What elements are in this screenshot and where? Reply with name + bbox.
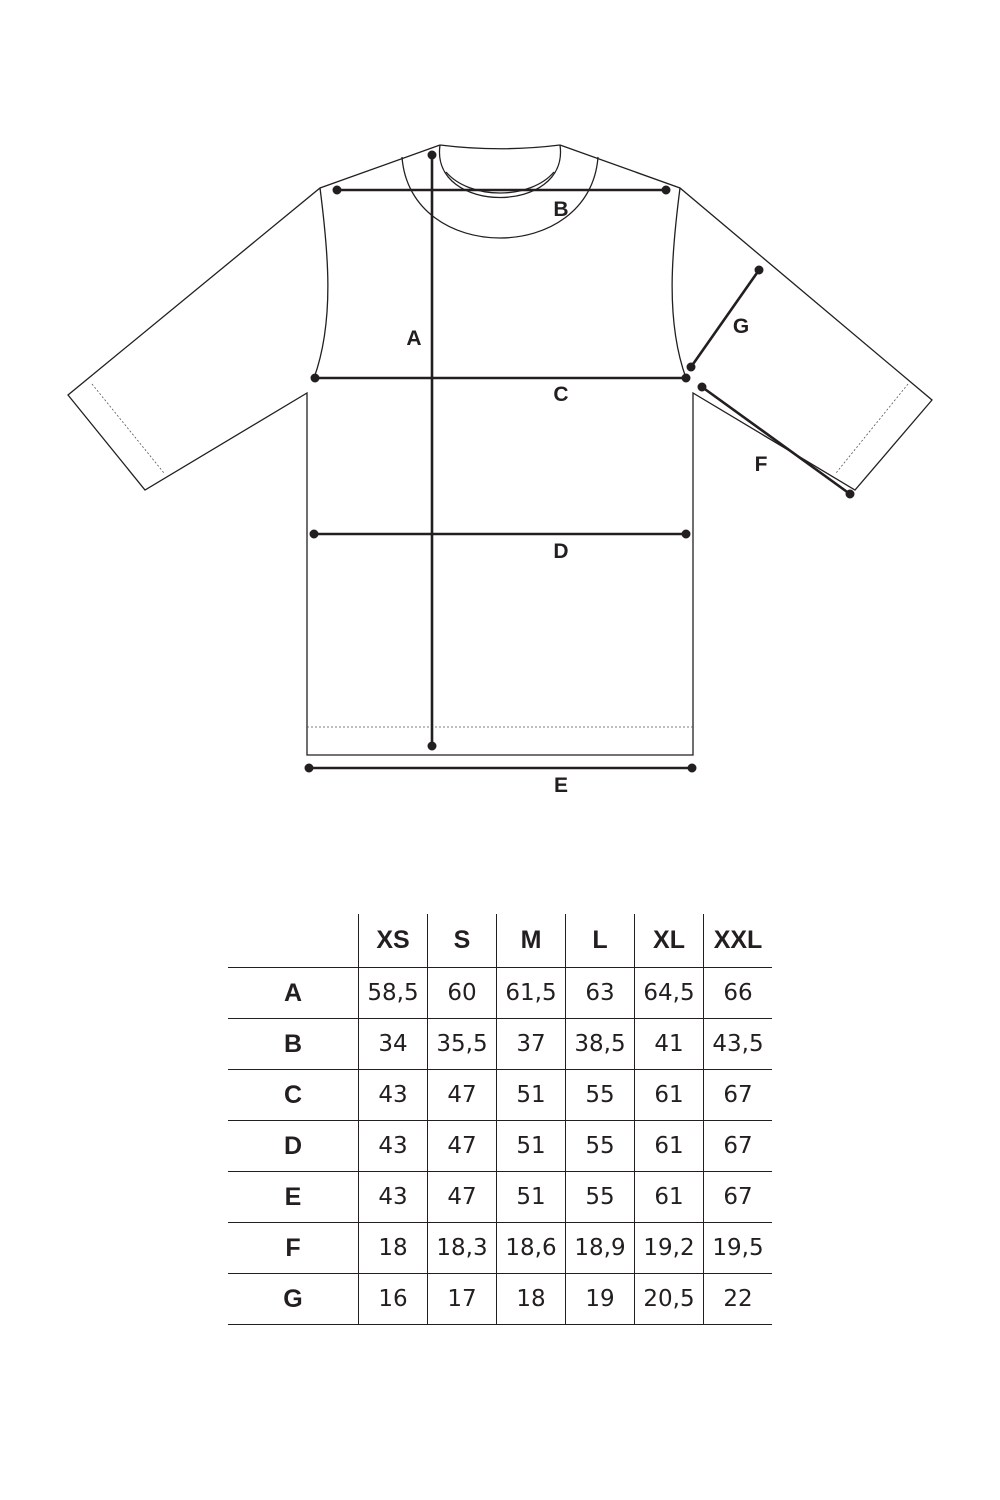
table-cell: 55 <box>566 1070 635 1121</box>
size-header-m: M <box>497 914 566 968</box>
table-cell: 67 <box>704 1172 773 1223</box>
table-row <box>228 1223 772 1274</box>
table-cell: 43,5 <box>704 1019 773 1070</box>
table-cell: 20,5 <box>635 1274 704 1325</box>
right-cuff-stitch <box>836 384 908 473</box>
table-cell: 61 <box>635 1121 704 1172</box>
size-header-s: S <box>428 914 497 968</box>
measure-f <box>699 384 853 497</box>
table-cell: 43 <box>359 1172 428 1223</box>
row-key-label: A <box>228 968 359 1019</box>
collar-back <box>440 145 560 149</box>
table-cell: 17 <box>428 1274 497 1325</box>
garment-silhouette <box>68 145 932 755</box>
measure-c <box>312 375 689 381</box>
table-cell: 18,9 <box>566 1223 635 1274</box>
table-cell: 58,5 <box>359 968 428 1019</box>
size-header-row <box>228 914 772 968</box>
measure-g <box>688 267 762 370</box>
label-a: A <box>406 327 422 350</box>
table-row <box>228 1274 772 1325</box>
measure-a <box>429 152 435 749</box>
row-key-label: C <box>228 1070 359 1121</box>
label-e: E <box>553 774 569 797</box>
table-row <box>228 1121 772 1172</box>
measure-e <box>306 765 695 771</box>
table-cell: 19,5 <box>704 1223 773 1274</box>
table-row <box>228 968 772 1019</box>
table-cell: 55 <box>566 1121 635 1172</box>
size-header-l: L <box>566 914 635 968</box>
row-key-label: F <box>228 1223 359 1274</box>
table-cell: 35,5 <box>428 1019 497 1070</box>
table-row <box>228 1070 772 1121</box>
table-cell: 37 <box>497 1019 566 1070</box>
tshirt-outline <box>68 145 932 755</box>
label-f: F <box>754 453 768 476</box>
table-cell: 61 <box>635 1172 704 1223</box>
measure-d <box>311 531 689 537</box>
table-cell: 66 <box>704 968 773 1019</box>
table-cell: 61,5 <box>497 968 566 1019</box>
table-cell: 67 <box>704 1121 773 1172</box>
table-cell: 64,5 <box>635 968 704 1019</box>
row-key-label: E <box>228 1172 359 1223</box>
row-key-label: B <box>228 1019 359 1070</box>
label-b: B <box>553 198 569 221</box>
table-cell: 38,5 <box>566 1019 635 1070</box>
table-cell: 47 <box>428 1172 497 1223</box>
measurement-lines <box>306 152 853 771</box>
label-g: G <box>732 315 750 338</box>
table-cell: 47 <box>428 1121 497 1172</box>
right-armhole-seam <box>672 188 686 378</box>
row-key-label: G <box>228 1274 359 1325</box>
table-cell: 67 <box>704 1070 773 1121</box>
size-table-body <box>228 968 772 1325</box>
measure-b <box>334 187 669 193</box>
table-cell: 19 <box>566 1274 635 1325</box>
table-cell: 63 <box>566 968 635 1019</box>
stitch-lines <box>92 384 908 727</box>
table-cell: 51 <box>497 1121 566 1172</box>
table-cell: 18 <box>359 1223 428 1274</box>
table-cell: 51 <box>497 1070 566 1121</box>
row-key-label: D <box>228 1121 359 1172</box>
table-cell: 61 <box>635 1070 704 1121</box>
size-chart-table <box>228 914 772 1325</box>
table-cell: 43 <box>359 1121 428 1172</box>
table-cell: 55 <box>566 1172 635 1223</box>
table-cell: 34 <box>359 1019 428 1070</box>
header-corner-cell <box>228 914 359 968</box>
table-cell: 18,3 <box>428 1223 497 1274</box>
table-cell: 18 <box>497 1274 566 1325</box>
size-header-xl: XL <box>635 914 704 968</box>
table-row <box>228 1172 772 1223</box>
label-c: C <box>553 383 569 406</box>
table-cell: 47 <box>428 1070 497 1121</box>
size-header-xxl: XXL <box>704 914 773 968</box>
left-armhole-seam <box>314 188 328 378</box>
table-cell: 51 <box>497 1172 566 1223</box>
table-cell: 16 <box>359 1274 428 1325</box>
table-cell: 43 <box>359 1070 428 1121</box>
table-cell: 41 <box>635 1019 704 1070</box>
table-cell: 19,2 <box>635 1223 704 1274</box>
label-d: D <box>553 540 569 563</box>
table-cell: 60 <box>428 968 497 1019</box>
size-header-xs: XS <box>359 914 428 968</box>
table-cell: 22 <box>704 1274 773 1325</box>
left-cuff-stitch <box>92 384 164 473</box>
table-cell: 18,6 <box>497 1223 566 1274</box>
table-row <box>228 1019 772 1070</box>
